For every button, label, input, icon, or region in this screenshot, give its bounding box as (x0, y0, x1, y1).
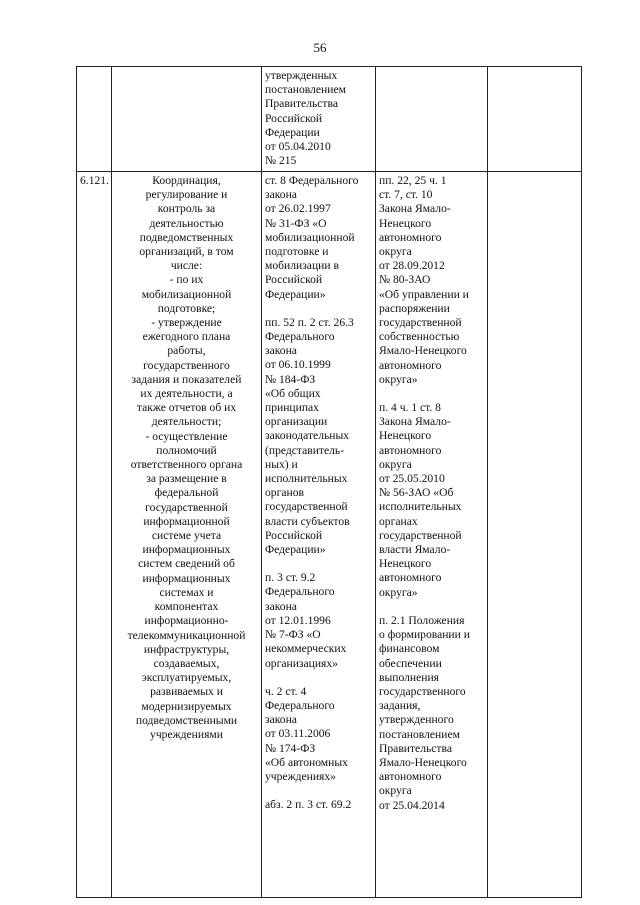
table-row (77, 67, 582, 172)
regional-basis-cell (376, 172, 488, 898)
federal-paragraph: пп. 52 п. 2 ст. 26.3 Федерального закона от 06.10.1999 № 184-ФЗ «Об общих принципах организации законодательных (представитель- ных) и исполнительных органов государственной власти субъектов Российской Федерации» (265, 315, 354, 557)
extra-cell (488, 67, 582, 172)
regional-paragraph: п. 4 ч. 1 ст. 8 Закона Ямало- Ненецкого автономного округа от 25.05.2010 № 56-ЗАО «Об исполнительных органах государственной власти Ямало- Ненецкого автономного округа» (379, 401, 462, 599)
activity-paragraph: Координация, регулирование и контроль за деятельностью подведомственных организаций, в том числе: - по их мобилизационной подготовке; - утверждение ежегодного плана работы, государственного задания и показателей их деятельности, а также отчетов об их деятельности; - осуществление полномочий ответственного органа за размещение в федеральной государственной информационной системе учета информационных систем сведений об информационных системах и компонентах информационно- телекоммуникационной инфраструктуры, создаваемых, эксплуатируемых, развиваемых и модернизируемых подведомственными учреждениями (127, 174, 246, 741)
table-row (77, 172, 582, 898)
regional-paragraph: п. 2.1 Положения о формировании и финансовом обеспечении выполнения государственного задания, утвержденного постановлением Правительства Ямало-Ненецкого автономного округа от 25.04.2014 (379, 613, 470, 812)
extra-cell (488, 172, 582, 898)
page-number: 56 (313, 40, 327, 55)
regional-paragraph: пп. 22, 25 ч. 1 ст. 7, ст. 10 Закона Ямало- Ненецкого автономного округа от 28.09.2012 № 80-ЗАО «Об управлении и распоряжении государственной собственностью Ямало-Ненецкого автономного округа» (379, 174, 469, 386)
activity-cell (112, 172, 262, 898)
row-number-cell: 6.121. (77, 172, 112, 898)
regional-basis-cell (376, 67, 488, 172)
federal-paragraph: абз. 2 п. 3 ст. 69.2 (265, 798, 352, 812)
table-body (77, 67, 582, 898)
federal-paragraph: п. 3 ст. 9.2 Федерального закона от 12.01.1996 № 7-ФЗ «О некоммерческих организациях» (265, 571, 347, 670)
activity-cell (112, 67, 262, 172)
federal-basis-cell (262, 172, 376, 898)
federal-basis-cell (262, 67, 376, 172)
federal-paragraph: ст. 8 Федерального закона от 26.02.1997 № 31-ФЗ «О мобилизационной подготовке и мобилизации в Российской Федерации» (265, 174, 359, 301)
document-table (76, 66, 582, 898)
federal-paragraph: ч. 2 ст. 4 Федерального закона от 03.11.2006 № 174-ФЗ «Об автономных учреждениях» (265, 684, 348, 783)
federal-paragraph: утвержденных постановлением Правительства Российской Федерации от 05.04.2010 № 215 (265, 69, 346, 168)
row-number-cell (77, 67, 112, 172)
